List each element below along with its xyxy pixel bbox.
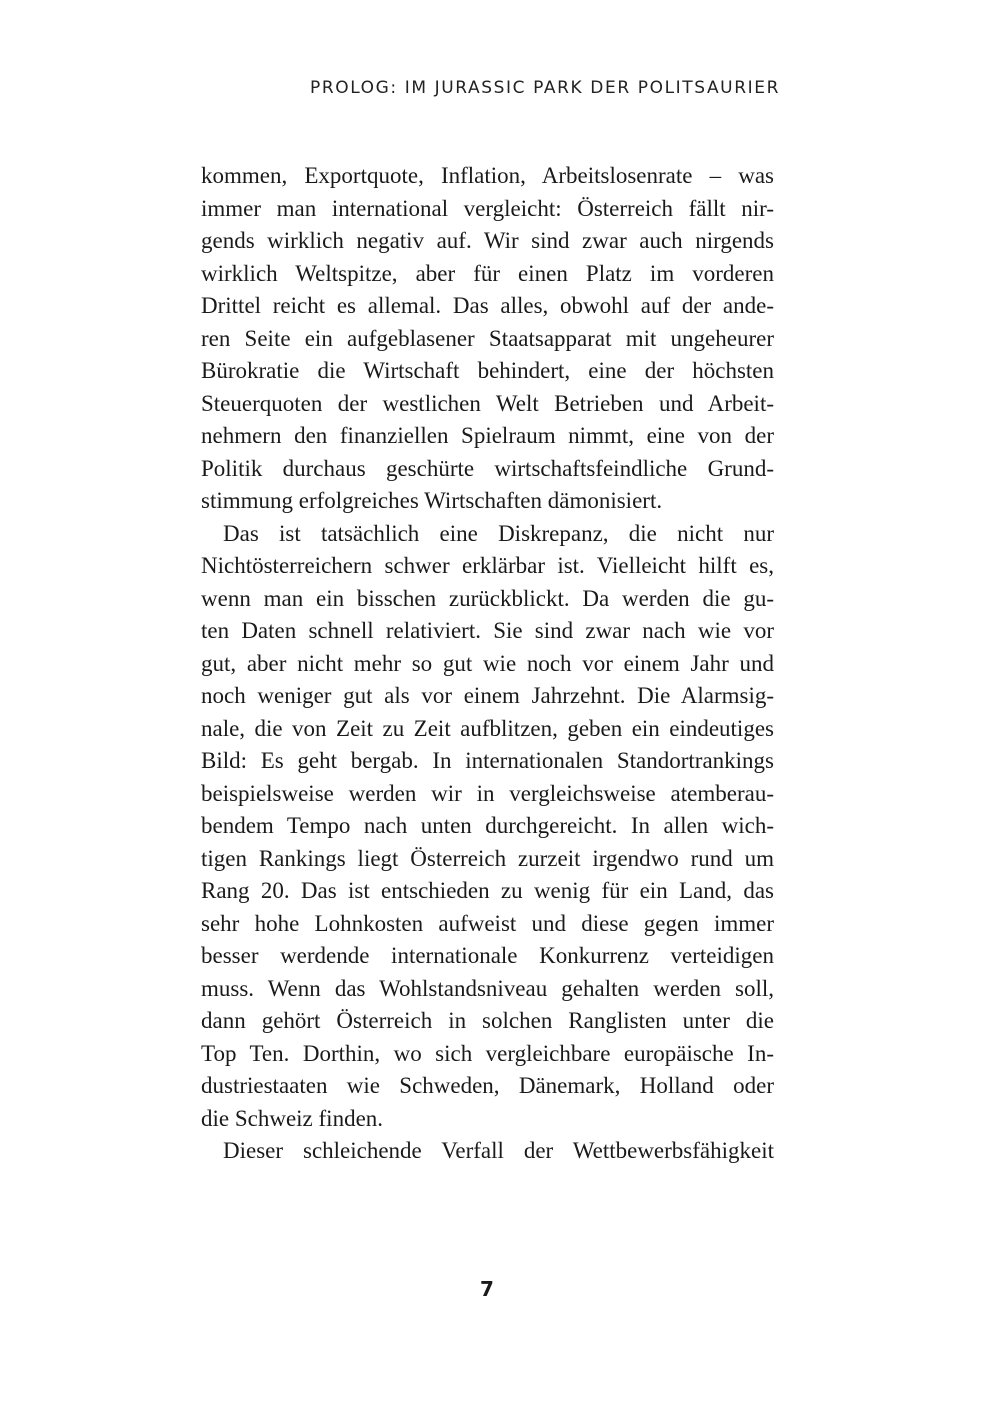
text-line: wenn man ein bisschen zurückblickt. Da werden die gu- bbox=[201, 585, 774, 611]
text-line: gends wirklich negativ auf. Wir sind zwar auch nirgends bbox=[201, 228, 774, 253]
text-line: besser werdende internationale Konkurrenz verteidigen bbox=[201, 943, 774, 968]
text-line: Das ist tatsächlich eine Diskrepanz, die nicht nur bbox=[223, 520, 774, 546]
text-line: dustriestaaten wie Schweden, Dänemark, Holland oder bbox=[201, 1073, 774, 1098]
body-text bbox=[201, 160, 774, 1168]
text-line: bendem Tempo nach unten durchgereicht. In allen wich- bbox=[201, 813, 774, 838]
text-line: nehmern den finanziellen Spielraum nimmt, eine von der bbox=[201, 423, 774, 448]
page-number: 7 bbox=[480, 1277, 494, 1301]
text-line: noch weniger gut als vor einem Jahrzehnt. Die Alarmsig- bbox=[201, 683, 774, 708]
text-line: Bürokratie die Wirtschaft behindert, eine der höchsten bbox=[201, 358, 774, 383]
running-head: PROLOG: IM JURASSIC PARK DER POLITSAURIER bbox=[309, 78, 780, 98]
text-line: stimmung erfolgreiches Wirtschaften dämonisiert. bbox=[201, 488, 663, 513]
paragraph-2 bbox=[201, 518, 774, 1136]
text-line: ren Seite ein aufgeblasener Staatsapparat mit ungeheurer bbox=[201, 325, 774, 351]
text-line: tigen Rankings liegt Österreich zurzeit irgendwo rund um bbox=[201, 845, 774, 871]
text-line: gut, aber nicht mehr so gut wie noch vor einem Jahr und bbox=[201, 650, 774, 676]
text-line: wirklich Weltspitze, aber für einen Platz im vorderen bbox=[201, 260, 774, 286]
text-line: Top Ten. Dorthin, wo sich vergleichbare europäische In- bbox=[201, 1040, 774, 1066]
text-line: sehr hohe Lohnkosten aufweist und diese gegen immer bbox=[201, 910, 774, 936]
text-line: immer man international vergleicht: Österreich fällt nir- bbox=[201, 195, 774, 221]
text-line: Politik durchaus geschürte wirtschaftsfeindliche Grund- bbox=[201, 455, 774, 481]
text-line: Drittel reicht es allemal. Das alles, obwohl auf der ande- bbox=[201, 293, 774, 318]
text-line: die Schweiz finden. bbox=[201, 1105, 384, 1131]
paragraph-3 bbox=[201, 1135, 774, 1168]
paragraph-1 bbox=[201, 160, 774, 518]
text-line: Dieser schleichende Verfall der Wettbewerbsfähigkeit bbox=[223, 1138, 774, 1163]
text-line: Steuerquoten der westlichen Welt Betrieben und Arbeit- bbox=[201, 390, 774, 416]
text-line: ten Daten schnell relativiert. Sie sind zwar nach wie vor bbox=[201, 618, 774, 643]
text-line: beispielsweise werden wir in vergleichsweise atemberau- bbox=[201, 780, 774, 806]
text-line: Nichtösterreichern schwer erklärbar ist. Vielleicht hilft es, bbox=[201, 553, 774, 578]
text-line: muss. Wenn das Wohlstandsniveau gehalten werden soll, bbox=[201, 975, 774, 1001]
text-line: Bild: Es geht bergab. In internationalen Standortrankings bbox=[201, 748, 774, 773]
text-line: kommen, Exportquote, Inflation, Arbeitslosenrate – was bbox=[201, 163, 774, 188]
text-line: Rang 20. Das ist entschieden zu wenig für ein Land, das bbox=[201, 878, 774, 903]
text-line: dann gehört Österreich in solchen Ranglisten unter die bbox=[201, 1008, 774, 1033]
text-line: nale, die von Zeit zu Zeit aufblitzen, geben ein eindeutiges bbox=[201, 715, 774, 741]
